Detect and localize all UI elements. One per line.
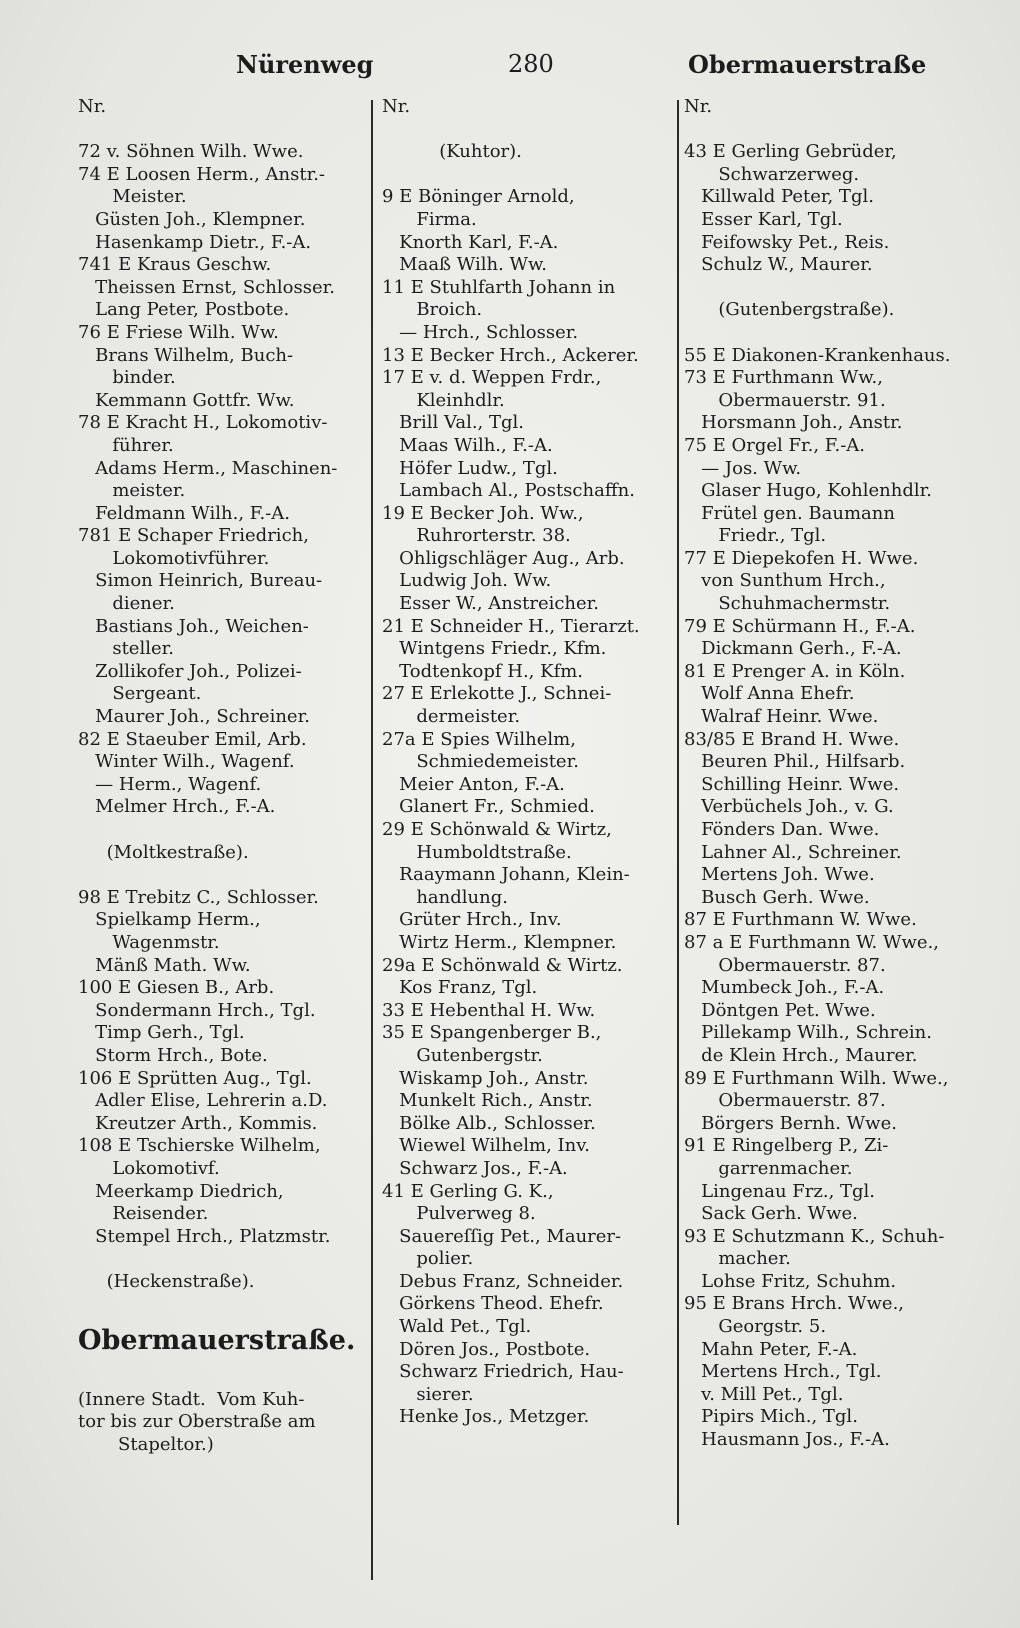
directory-entry-line	[78, 864, 368, 887]
directory-entry-line: 21 E Schneider H., Tierarzt.	[382, 615, 640, 637]
directory-entry-line: Henke Jos., Metzger.	[382, 1406, 590, 1428]
directory-entry-line: Walraf Heinr. Wwe.	[684, 706, 879, 728]
directory-entry-line: Spielkamp Herm.,	[78, 909, 261, 931]
directory-entry-line: Nr.	[382, 96, 411, 117]
directory-entry-line: Kreutzer Arth., Kommis.	[78, 1112, 318, 1134]
directory-entry-line: Sauereſſig Pet., Maurer-	[382, 1225, 622, 1247]
directory-entry-line: Melmer Hrch., F.-A.	[78, 796, 276, 818]
directory-entry-line: Esser W., Anstreicher.	[382, 593, 600, 615]
directory-entry-line: Obermauerstr. 91.	[684, 389, 886, 411]
directory-entry-line: Schulz W., Maurer.	[684, 254, 873, 276]
directory-entry-line: 11 E Stuhlfarth Johann in	[382, 276, 616, 298]
directory-entry-line: meister.	[78, 480, 186, 502]
directory-entry-line: macher.	[684, 1248, 791, 1270]
directory-entry-line: Stempel Hrch., Platzmstr.	[78, 1225, 331, 1247]
directory-entry-line: Glanert Fr., Schmied.	[382, 796, 595, 818]
directory-entry-line: Ludwig Joh. Ww.	[382, 570, 552, 592]
directory-entry-line: 93 E Schutzmann K., Schuh-	[684, 1225, 945, 1247]
directory-entry-line: 27 E Erlekotte J., Schnei-	[382, 683, 612, 705]
directory-entry-line	[382, 119, 674, 142]
column-left	[78, 96, 368, 1456]
directory-entry-line: Schuhmachermstr.	[684, 593, 891, 615]
directory-entry-line: Killwald Peter, Tgl.	[684, 186, 874, 208]
directory-entry-line: Dickmann Gerh., F.-A.	[684, 638, 902, 660]
directory-entry-line: 76 E Friese Wilh. Ww.	[78, 321, 279, 343]
directory-entry-line: Reisender.	[78, 1203, 209, 1225]
directory-entry-line: 73 E Furthmann Ww.,	[684, 367, 883, 389]
directory-entry-line: Kemmann Gottfr. Ww.	[78, 389, 295, 411]
directory-entry-line: Georgstr. 5.	[684, 1316, 827, 1338]
directory-entry-line: Timp Gerh., Tgl.	[78, 1022, 245, 1044]
directory-entry-line: (Heckenstraße).	[78, 1270, 255, 1292]
directory-entry-line: Adams Herm., Maschinen-	[78, 457, 338, 479]
directory-entry-line: de Klein Hrch., Maurer.	[684, 1044, 918, 1066]
directory-entry-line	[382, 164, 674, 187]
directory-entry-line: Lahner Al., Schreiner.	[684, 841, 902, 863]
directory-entry-line: Börgers Bernh. Wwe.	[684, 1112, 897, 1134]
directory-entry-line: Meerkamp Diedrich,	[78, 1180, 284, 1202]
directory-entry-line: 98 E Trebitz C., Schlosser.	[78, 886, 319, 908]
running-head-left: Nürenweg	[236, 50, 374, 79]
directory-entry-line: Ruhrorterstr. 38.	[382, 525, 571, 547]
directory-entry-line	[78, 1248, 368, 1271]
directory-entry-line: Maas Wilh., F.-A.	[382, 434, 553, 456]
directory-entry-line: 100 E Giesen B., Arb.	[78, 977, 275, 999]
directory-entry-line: 29 E Schönwald & Wirtz,	[382, 819, 612, 840]
directory-entry-line: Wintgens Friedr., Kfm.	[382, 638, 607, 660]
directory-entry-line: Stapeltor.)	[78, 1433, 214, 1455]
directory-entry-line: (Moltkestraße).	[78, 841, 249, 863]
directory-entry-line: (Kuhtor).	[382, 141, 522, 163]
directory-entry-line: Pulverweg 8.	[382, 1203, 536, 1225]
directory-entry-line: Brans Wilhelm, Buch-	[78, 344, 294, 366]
directory-entry-line: von Sunthum Hrch.,	[684, 570, 886, 592]
directory-entry-line: 89 E Furthmann Wilh. Wwe.,	[684, 1067, 949, 1089]
directory-entry-line: Storm Hrch., Bote.	[78, 1044, 268, 1066]
directory-entry-line: Meier Anton, F.-A.	[382, 773, 565, 795]
directory-entry-line: Schwarzerweg.	[684, 163, 860, 185]
directory-entry-line: Schwarz Friedrich, Hau-	[382, 1361, 624, 1383]
directory-entry-line: Sergeant.	[78, 683, 202, 705]
directory-entry-line: Kos Franz, Tgl.	[382, 977, 538, 999]
directory-entry-line: Lang Peter, Postbote.	[78, 299, 290, 321]
directory-entry-line: Frütel gen. Baumann	[684, 502, 895, 524]
directory-entry-line: Obermauerstr. 87.	[684, 1090, 886, 1112]
directory-entry-line: 27a E Spies Wilhelm,	[382, 728, 576, 750]
directory-entry-line: dermeister.	[382, 706, 521, 728]
directory-entry-line: Simon Heinrich, Bureau-	[78, 570, 323, 592]
directory-entry-line: Humboldtstraße.	[382, 841, 572, 863]
directory-entry-line: Schwarz Jos., F.-A.	[382, 1157, 568, 1179]
directory-entry-line: 108 E Tschierske Wilhelm,	[78, 1135, 321, 1157]
directory-entry-line: 19 E Becker Joh. Ww.,	[382, 502, 584, 524]
directory-entry-line: diener.	[78, 593, 175, 615]
directory-entry-line: Sack Gerh. Wwe.	[684, 1203, 858, 1225]
directory-entry-line: Munkelt Rich., Anstr.	[382, 1090, 593, 1112]
directory-entry-line: Knorth Karl, F.-A.	[382, 231, 559, 253]
directory-entry-line: Wiewel Wilhelm, Inv.	[382, 1135, 590, 1157]
directory-entry-line	[78, 1366, 368, 1389]
directory-entry-line: Schmiedemeister.	[382, 751, 579, 773]
directory-entry-line: Feldmann Wilh., F.-A.	[78, 502, 290, 524]
directory-entry-line: Feifowsky Pet., Reis.	[684, 231, 890, 253]
directory-entry-line: v. Mill Pet., Tgl.	[684, 1383, 844, 1405]
directory-entry-line: 781 E Schaper Friedrich,	[78, 525, 309, 547]
directory-entry-line: 82 E Staeuber Emil, Arb.	[78, 728, 307, 750]
directory-entry-line: Lohse Fritz, Schuhm.	[684, 1270, 897, 1292]
column-rule	[677, 100, 679, 1525]
directory-entry-line: Busch Gerh. Wwe.	[684, 886, 870, 908]
directory-entry-line: 79 E Schürmann H., F.-A.	[684, 615, 916, 637]
directory-entry-line: Winter Wilh., Wagenf.	[78, 751, 295, 773]
directory-entry-line: Beuren Phil., Hilfsarb.	[684, 751, 906, 773]
directory-entry-line: 87 a E Furthmann W. Wwe.,	[684, 931, 939, 953]
directory-entry-line: polier.	[382, 1248, 474, 1270]
directory-entry-line: 81 E Prenger A. in Köln.	[684, 660, 906, 682]
directory-entry-line: Döntgen Pet. Wwe.	[684, 999, 876, 1021]
directory-entry-line: 741 E Kraus Geschw.	[78, 254, 272, 276]
directory-entry-line: Mahn Peter, F.-A.	[684, 1338, 858, 1360]
directory-entry-line: 74 E Loosen Herm., Anstr.-	[78, 163, 325, 185]
directory-entry-line: Dören Jos., Postbote.	[382, 1338, 591, 1360]
directory-entry-line	[684, 322, 984, 345]
directory-entry-line: Hausmann Jos., F.-A.	[684, 1429, 890, 1451]
column-middle	[382, 96, 674, 1429]
directory-entry-line: Nr.	[684, 96, 713, 117]
directory-entry-line: Wolf Anna Ehefr.	[684, 683, 855, 705]
page-number: 280	[508, 50, 554, 78]
directory-entry-line: 78 E Kracht H., Lokomotiv-	[78, 412, 328, 434]
directory-entry-line: Mänß Math. Ww.	[78, 954, 251, 976]
directory-entry-line: 33 E Hebenthal H. Ww.	[382, 999, 596, 1021]
directory-entry-line: Debus Franz, Schneider.	[382, 1270, 624, 1292]
directory-entry-line: 41 E Gerling G. K.,	[382, 1180, 554, 1202]
column-rule	[371, 100, 373, 1580]
directory-entry-line: — Herm., Wagenf.	[78, 773, 262, 795]
directory-entry-line: 29a E Schönwald & Wirtz.	[382, 954, 623, 976]
directory-entry-line: — Hrch., Schlosser.	[382, 321, 579, 343]
directory-entry-line	[684, 277, 984, 300]
directory-entry-line	[78, 119, 368, 142]
directory-entry-line	[78, 819, 368, 842]
directory-entry-line: (Innere Stadt. Vom Kuh-	[78, 1388, 305, 1410]
directory-entry-line: 77 E Diepekofen H. Wwe.	[684, 547, 919, 569]
directory-entry-line: Broich.	[382, 299, 483, 321]
directory-entry-line: Wald Pet., Tgl.	[382, 1316, 532, 1338]
directory-entry-line: Brill Val., Tgl.	[382, 412, 524, 434]
directory-entry-line: 106 E Sprütten Aug., Tgl.	[78, 1067, 312, 1089]
directory-entry-line: Ohligschläger Aug., Arb.	[382, 547, 625, 569]
directory-entry-line: 55 E Diakonen-Krankenhaus.	[684, 344, 951, 366]
directory-entry-line: Todtenkopf H., Kfm.	[382, 660, 584, 682]
directory-entry-line: Glaser Hugo, Kohlenhdlr.	[684, 480, 932, 502]
directory-entry-line: Bastians Joh., Weichen-	[78, 615, 309, 637]
directory-entry-line: Firma.	[382, 208, 477, 230]
directory-entry-line: tor bis zur Oberstraße am	[78, 1411, 316, 1433]
directory-entry-line: handlung.	[382, 886, 508, 908]
directory-entry-line: Maurer Joh., Schreiner.	[78, 706, 310, 728]
directory-entry-line: steller.	[78, 638, 174, 660]
directory-entry-line: Sondermann Hrch., Tgl.	[78, 999, 316, 1021]
directory-entry-line: Grüter Hrch., Inv.	[382, 909, 562, 931]
directory-entry-line: Wagenmstr.	[78, 931, 220, 953]
directory-entry-line: Theissen Ernst, Schlosser.	[78, 276, 335, 298]
directory-entry-line: Adler Elise, Lehrerin a.D.	[78, 1090, 328, 1112]
directory-entry-line: garrenmacher.	[684, 1157, 853, 1179]
directory-entry-line: Mumbeck Joh., F.-A.	[684, 977, 885, 999]
directory-entry-line: Höfer Ludw., Tgl.	[382, 457, 558, 479]
directory-entry-line: 91 E Ringelberg P., Zi-	[684, 1135, 889, 1157]
directory-entry-line: Gutenbergstr.	[382, 1044, 543, 1066]
directory-entry-line: Schilling Heinr. Wwe.	[684, 773, 900, 795]
directory-entry-line: Lambach Al., Postschaffn.	[382, 480, 635, 502]
directory-entry-line: 9 E Böninger Arnold,	[382, 186, 575, 208]
directory-entry-line: 72 v. Söhnen Wilh. Wwe.	[78, 141, 304, 163]
directory-entry-line: 35 E Spangenberger B.,	[382, 1022, 602, 1044]
directory-entry-line: Lokomotivführer.	[78, 547, 270, 569]
directory-entry-line: — Jos. Ww.	[684, 457, 802, 479]
directory-entry-line: Nr.	[78, 96, 107, 117]
directory-entry-line: Friedr., Tgl.	[684, 525, 827, 547]
directory-entry-line: Horsmann Joh., Anstr.	[684, 412, 903, 434]
directory-entry-line: Görkens Theod. Ehefr.	[382, 1293, 604, 1315]
directory-entry-line: 87 E Furthmann W. Wwe.	[684, 909, 917, 931]
directory-entry-line: Güsten Joh., Klempner.	[78, 208, 306, 230]
section-heading: Obermauerstraße.	[78, 1325, 356, 1357]
directory-entry-line: Fönders Dan. Wwe.	[684, 819, 880, 840]
directory-entry-line: Esser Karl, Tgl.	[684, 208, 843, 230]
directory-entry-line	[684, 119, 984, 142]
running-head-right: Obermauerstraße	[688, 50, 927, 79]
directory-entry-line: Lingenau Frz., Tgl.	[684, 1180, 876, 1202]
directory-entry-line: Mertens Joh. Wwe.	[684, 864, 875, 886]
directory-entry-line: Wirtz Herm., Klempner.	[382, 931, 617, 953]
directory-entry-line: Maaß Wilh. Ww.	[382, 254, 548, 276]
directory-entry-line: führer.	[78, 434, 174, 456]
directory-entry-line: Lokomotivf.	[78, 1157, 220, 1179]
directory-entry-line: Obermauerstr. 87.	[684, 954, 886, 976]
directory-entry-line: 75 E Orgel Fr., F.-A.	[684, 434, 865, 456]
directory-entry-line: Mertens Hrch., Tgl.	[684, 1361, 882, 1383]
directory-entry-line: Pipirs Mich., Tgl.	[684, 1406, 858, 1428]
directory-entry-line: Raaymann Johann, Klein-	[382, 864, 630, 886]
directory-entry-line: 17 E v. d. Weppen Frdr.,	[382, 367, 602, 389]
directory-entry-line: Zollikofer Joh., Polizei-	[78, 660, 302, 682]
column-right	[684, 96, 984, 1452]
directory-entry-line: Verbüchels Joh., v. G.	[684, 796, 894, 818]
directory-entry-line	[78, 1293, 368, 1316]
directory-entry-line: Wiskamp Joh., Anstr.	[382, 1067, 589, 1089]
directory-entry-line: 13 E Becker Hrch., Ackerer.	[382, 344, 639, 366]
directory-entry-line: Pillekamp Wilh., Schrein.	[684, 1022, 932, 1044]
directory-entry-line: Hasenkamp Dietr., F.-A.	[78, 231, 312, 253]
directory-entry-line: Kleinhdlr.	[382, 389, 505, 411]
directory-entry-line: (Gutenbergstraße).	[684, 299, 895, 321]
directory-entry-line: 43 E Gerling Gebrüder,	[684, 141, 897, 163]
directory-entry-line: Bölke Alb., Schlosser.	[382, 1112, 596, 1134]
directory-entry-line: binder.	[78, 367, 176, 389]
directory-entry-line: 95 E Brans Hrch. Wwe.,	[684, 1293, 905, 1315]
directory-entry-line: 83/85 E Brand H. Wwe.	[684, 728, 900, 750]
directory-entry-line: sierer.	[382, 1383, 474, 1405]
directory-entry-line: Meister.	[78, 186, 187, 208]
